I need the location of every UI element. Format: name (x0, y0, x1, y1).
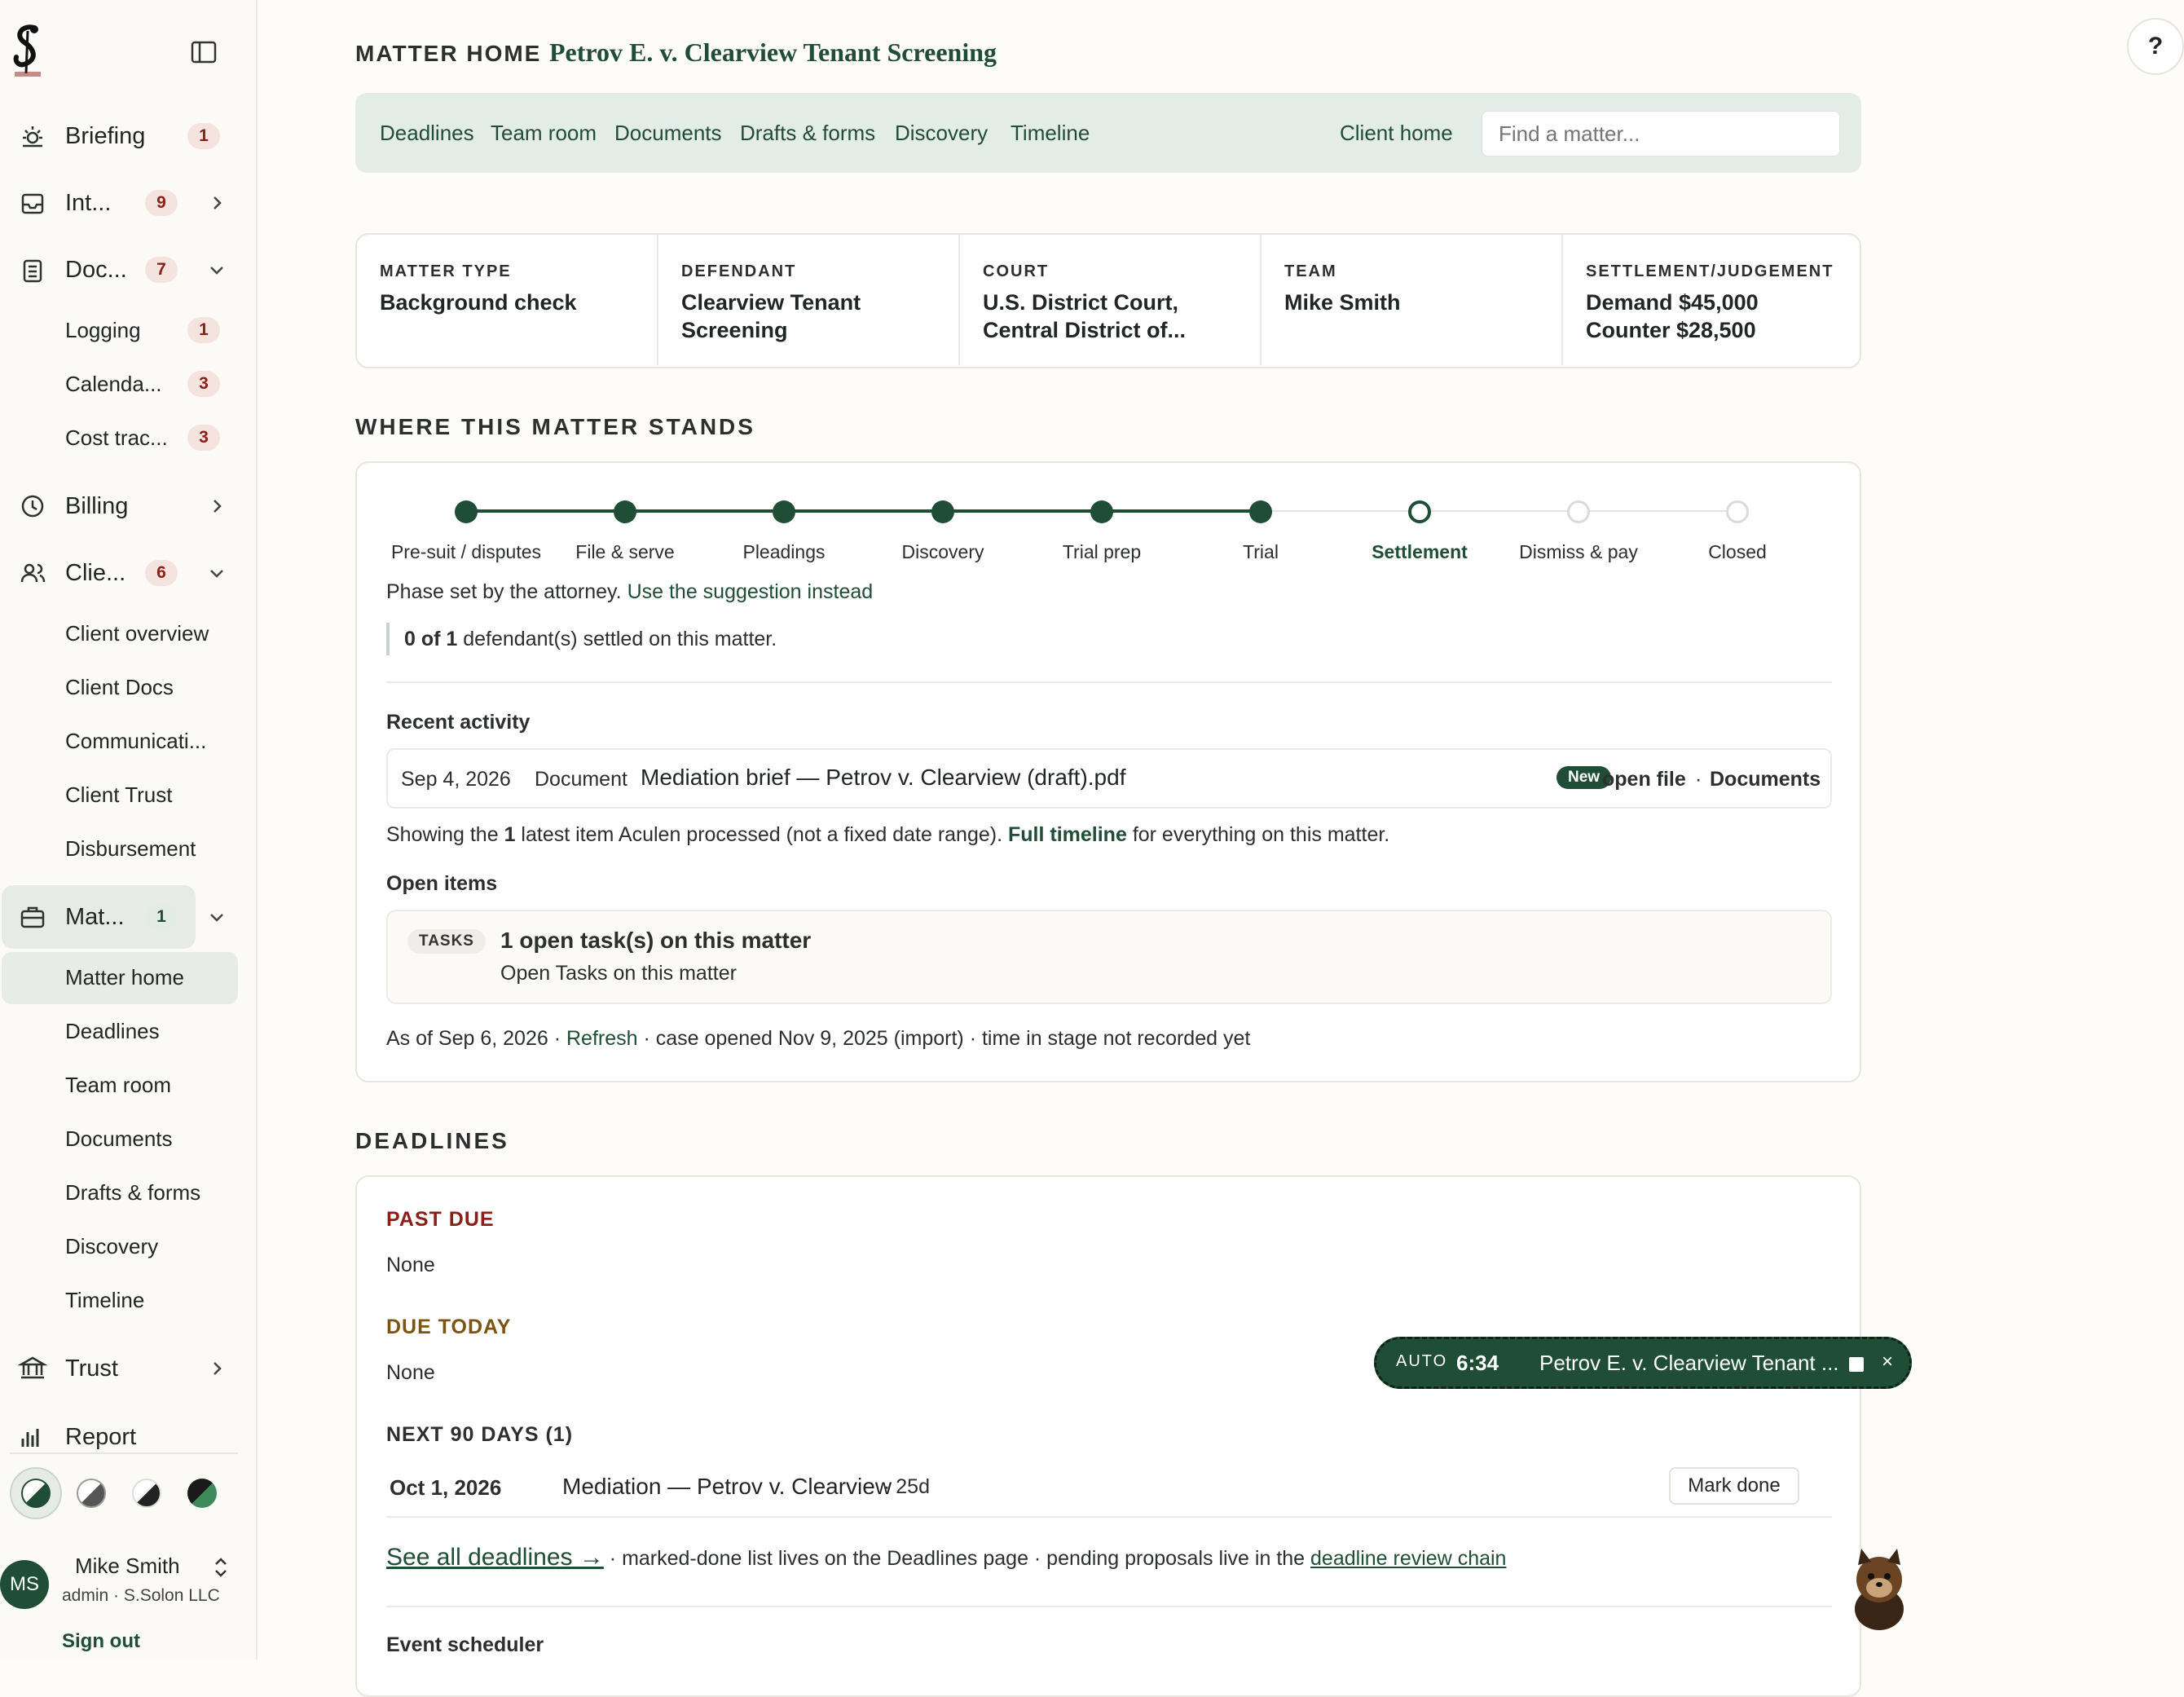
activity-row[interactable] (386, 748, 1832, 809)
sub-communications[interactable]: Communicati... (65, 729, 207, 753)
stat-team (1262, 235, 1563, 365)
bank-icon (18, 1354, 47, 1383)
phase-dot[interactable] (773, 500, 795, 523)
phase-note (386, 580, 873, 604)
sub-client-docs[interactable]: Client Docs (65, 675, 174, 699)
open-task-card[interactable] (386, 910, 1832, 1004)
auto-timer[interactable] (1374, 1337, 1912, 1389)
sub-disbursement[interactable]: Disbursement (65, 836, 196, 861)
tasks-tag: TASKS (407, 929, 486, 954)
theme-dark-icon[interactable] (187, 1479, 217, 1508)
user-name: Mike Smith (75, 1554, 180, 1578)
cost-badge: 3 (187, 425, 220, 451)
tab-discovery[interactable]: Discovery (895, 121, 989, 145)
clipboard-icon (18, 255, 47, 284)
deadline-title: Mediation — Petrov v. Clearview (562, 1474, 892, 1499)
phase-label[interactable]: Closed (1708, 541, 1767, 562)
user-role: admin · S.Solon LLC (62, 1586, 220, 1605)
phase-label[interactable]: Trial prep (1062, 541, 1142, 562)
settled-line (404, 628, 777, 651)
nav-report[interactable] (0, 1410, 244, 1464)
phase-dot[interactable] (1090, 500, 1113, 523)
sun-icon (18, 121, 47, 151)
phase-dot[interactable] (1408, 500, 1431, 523)
divider (386, 1606, 1832, 1607)
mark-done-button[interactable]: Mark done (1669, 1467, 1799, 1505)
phase-label[interactable]: Discovery (901, 541, 984, 562)
nav-billing-label: Billing (65, 492, 129, 519)
stat-value: Mike Smith (1284, 290, 1401, 315)
sub-discovery[interactable]: Discovery (65, 1234, 159, 1258)
sub-client-overview[interactable]: Client overview (65, 621, 209, 646)
open-tasks-link[interactable]: 1 open task(s) on this matter (500, 928, 812, 953)
stat-settlement (1563, 235, 1861, 365)
use-suggestion-link[interactable]: Use the suggestion instead (627, 580, 874, 603)
stat-court (960, 235, 1262, 365)
bar-chart-icon (18, 1422, 47, 1452)
event-scheduler-heading: Event scheduler (386, 1633, 544, 1656)
phase-label[interactable]: File & serve (575, 541, 675, 562)
theme-contrast-icon[interactable] (132, 1479, 161, 1508)
phase-dot[interactable] (614, 500, 636, 523)
nav-clients[interactable] (0, 546, 244, 600)
matter-tabs (355, 93, 1861, 173)
nav-matters-label: Mat... (65, 903, 125, 930)
chevron-down-icon[interactable] (207, 260, 227, 280)
phase-label[interactable]: Trial (1243, 541, 1279, 562)
main-content (258, 0, 2164, 1660)
user-menu[interactable] (0, 1549, 244, 1660)
as-of-post: · case opened Nov 9, 2025 (import) · time in stage not recorded yet (643, 1027, 1251, 1050)
tab-deadlines[interactable]: Deadlines (380, 121, 474, 145)
activity-date: Sep 4, 2026 (401, 768, 511, 791)
deadline-date: Oct 1, 2026 (390, 1475, 502, 1500)
matter-summary-card (355, 233, 1861, 368)
phase-line-done (466, 509, 1261, 513)
sub-cost-label: Cost trac... (65, 425, 168, 450)
nav-intake[interactable] (0, 176, 244, 230)
nav-trust-label: Trust (65, 1355, 118, 1382)
stat-value: Clearview Tenant Screening (681, 290, 861, 342)
refresh-link[interactable]: Refresh (566, 1027, 638, 1050)
intake-badge: 9 (145, 190, 178, 216)
nav-intake-label: Int... (65, 189, 112, 216)
clients-badge: 6 (145, 560, 178, 586)
timer-time: 6:34 (1456, 1351, 1499, 1375)
stat-label: DEFENDANT (681, 262, 797, 280)
past-due-label: PAST DUE (386, 1208, 495, 1231)
chevron-right-icon[interactable] (207, 1359, 227, 1378)
showing-mid: latest item Aculen processed (not a fixed date range). (521, 823, 1003, 846)
documents-link[interactable]: Documents (1710, 768, 1821, 791)
deadline-row (386, 1467, 1832, 1518)
settled-count: 0 of 1 (404, 628, 458, 650)
open-file-link[interactable]: open file (1602, 768, 1686, 791)
stat-defendant (658, 235, 960, 365)
stat-label: COURT (983, 262, 1050, 280)
calendar-badge: 3 (187, 371, 220, 397)
phase-label[interactable]: Pleadings (742, 541, 826, 562)
nav-documents-label: Doc... (65, 256, 127, 283)
nav-report-clip (0, 1410, 244, 1450)
sub-timeline[interactable]: Timeline (65, 1288, 145, 1312)
as-of-pre: As of Sep 6, 2026 · (386, 1027, 561, 1050)
logging-badge: 1 (187, 317, 220, 343)
stat-value: Background check (380, 290, 577, 315)
phase-label[interactable]: Pre-suit / disputes (390, 541, 542, 562)
phase-dot[interactable] (1567, 500, 1590, 523)
open-items-heading: Open items (386, 872, 498, 895)
briefing-badge: 1 (187, 123, 220, 149)
phase-stepper (357, 463, 1863, 577)
sub-client-trust[interactable]: Client Trust (65, 782, 173, 807)
showing-pre: Showing the (386, 823, 499, 846)
documents-badge: 7 (145, 257, 178, 283)
deadline-days: · 25d (883, 1475, 930, 1498)
see-all-deadlines-link[interactable]: See all deadlines → (386, 1544, 604, 1571)
nav-briefing-label: Briefing (65, 122, 146, 149)
sub-documents[interactable]: Documents (65, 1126, 173, 1151)
nav-report-label: Report (65, 1423, 137, 1450)
activity-kind: Document (535, 768, 627, 791)
tab-timeline[interactable]: Timeline (1011, 121, 1090, 145)
stat-value: Demand $45,000 Counter $28,500 (1586, 290, 1759, 342)
briefcase-icon (18, 902, 47, 932)
avatar: MS (0, 1560, 49, 1609)
tab-drafts-forms[interactable]: Drafts & forms (740, 121, 876, 145)
mascot-icon[interactable] (1843, 1545, 1915, 1633)
showing-count: 1 (504, 823, 516, 846)
sidebar-toggle-icon[interactable] (189, 37, 218, 67)
phase-dot[interactable] (931, 500, 954, 523)
phase-label[interactable]: Settlement (1372, 541, 1468, 562)
nav-billing[interactable] (0, 479, 244, 533)
sub-team-room[interactable]: Team room (65, 1073, 172, 1097)
recent-heading: Recent activity (386, 711, 531, 734)
phase-dot[interactable] (1726, 500, 1749, 523)
review-chain-link[interactable]: deadline review chain (1310, 1547, 1507, 1570)
as-of-line (386, 1027, 1250, 1051)
nav-matters[interactable] (0, 890, 244, 944)
timer-close[interactable]: × (1882, 1351, 1894, 1373)
sub-calendar[interactable] (65, 372, 162, 397)
see-all-note: · marked-done list lives on the Deadlines page · pending proposals live in the (609, 1547, 1306, 1570)
sub-cost-tracking[interactable] (65, 425, 168, 451)
phase-dot[interactable] (1249, 500, 1272, 523)
due-today-label: DUE TODAY (386, 1316, 512, 1338)
stat-value: U.S. District Court, Central District of... (983, 290, 1187, 342)
phase-dot[interactable] (455, 500, 478, 523)
sub-matter-home[interactable]: Matter home (65, 965, 184, 990)
see-all-line (386, 1544, 1506, 1571)
stat-label: MATTER TYPE (380, 262, 512, 280)
activity-name: Mediation brief — Petrov v. Clearview (draft).pdf (641, 765, 1126, 790)
phase-line-todo (1261, 510, 1737, 512)
users-icon (18, 558, 47, 588)
sub-deadlines[interactable]: Deadlines (65, 1019, 160, 1043)
page-eyebrow: MATTER HOME (355, 41, 542, 66)
sub-drafts-forms[interactable]: Drafts & forms (65, 1180, 201, 1205)
deadlines-card (355, 1175, 1861, 1697)
stat-label: SETTLEMENT/JUDGEMENT (1586, 262, 1834, 280)
chevron-right-icon[interactable] (207, 193, 227, 213)
clock-icon (18, 491, 47, 521)
phase-label[interactable]: Dismiss & pay (1519, 541, 1638, 562)
timer-matter: Petrov E. v. Clearview Tenant ... (1539, 1351, 1839, 1375)
theme-light-green-icon[interactable] (21, 1479, 51, 1508)
past-due-none: None (386, 1254, 435, 1276)
nav-briefing[interactable] (0, 109, 244, 163)
showing-post: for everything on this matter. (1132, 823, 1390, 846)
nav-clients-label: Clie... (65, 559, 126, 586)
due-today-none: None (386, 1361, 435, 1384)
sub-logging-label: Logging (65, 318, 141, 342)
open-tasks-sub: Open Tasks on this matter (500, 962, 737, 985)
sidebar-divider (10, 1452, 238, 1454)
chevron-down-icon[interactable] (207, 563, 227, 583)
showing-note (386, 823, 1389, 847)
next-90-label: NEXT 90 DAYS (1) (386, 1423, 574, 1446)
stat-matter-type (357, 235, 658, 365)
theme-light-gray-icon[interactable] (77, 1479, 106, 1508)
find-matter-input[interactable] (1482, 111, 1840, 156)
chevron-updown-icon (210, 1555, 231, 1580)
matter-stands-card (355, 461, 1861, 1082)
tab-documents[interactable]: Documents (614, 121, 722, 145)
stop-icon[interactable] (1849, 1357, 1864, 1372)
sub-logging[interactable] (65, 318, 141, 343)
help-button[interactable] (2127, 18, 2184, 75)
tab-team-room[interactable]: Team room (491, 121, 597, 145)
settled-text: defendant(s) settled on this matter. (463, 628, 777, 650)
stands-heading: WHERE THIS MATTER STANDS (355, 414, 755, 439)
phase-note-text: Phase set by the attorney. (386, 580, 622, 603)
nav-documents[interactable] (0, 243, 244, 297)
divider (386, 681, 1832, 683)
sub-calendar-label: Calenda... (65, 372, 162, 396)
help-glyph: ? (2147, 33, 2164, 60)
sidebar (0, 0, 258, 1660)
full-timeline-link[interactable]: Full timeline (1008, 823, 1127, 846)
chevron-right-icon[interactable] (207, 496, 227, 516)
theme-switcher (10, 1467, 238, 1524)
new-badge-text: New (1557, 766, 1611, 789)
matters-badge: 1 (145, 904, 178, 930)
inbox-icon (18, 188, 47, 218)
deadlines-heading: DEADLINES (355, 1128, 509, 1153)
sign-out-link[interactable]: Sign out (62, 1630, 140, 1652)
activity-sep: · (1695, 768, 1702, 791)
page-title: Petrov E. v. Clearview Tenant Screening (549, 37, 997, 67)
timer-mode: AUTO (1396, 1352, 1448, 1370)
stat-label: TEAM (1284, 262, 1337, 280)
aculen-logo[interactable] (10, 23, 46, 82)
settled-bar (386, 623, 390, 655)
client-home-link[interactable]: Client home (1340, 121, 1453, 145)
chevron-down-icon[interactable] (207, 907, 227, 927)
nav-trust[interactable] (0, 1342, 244, 1395)
